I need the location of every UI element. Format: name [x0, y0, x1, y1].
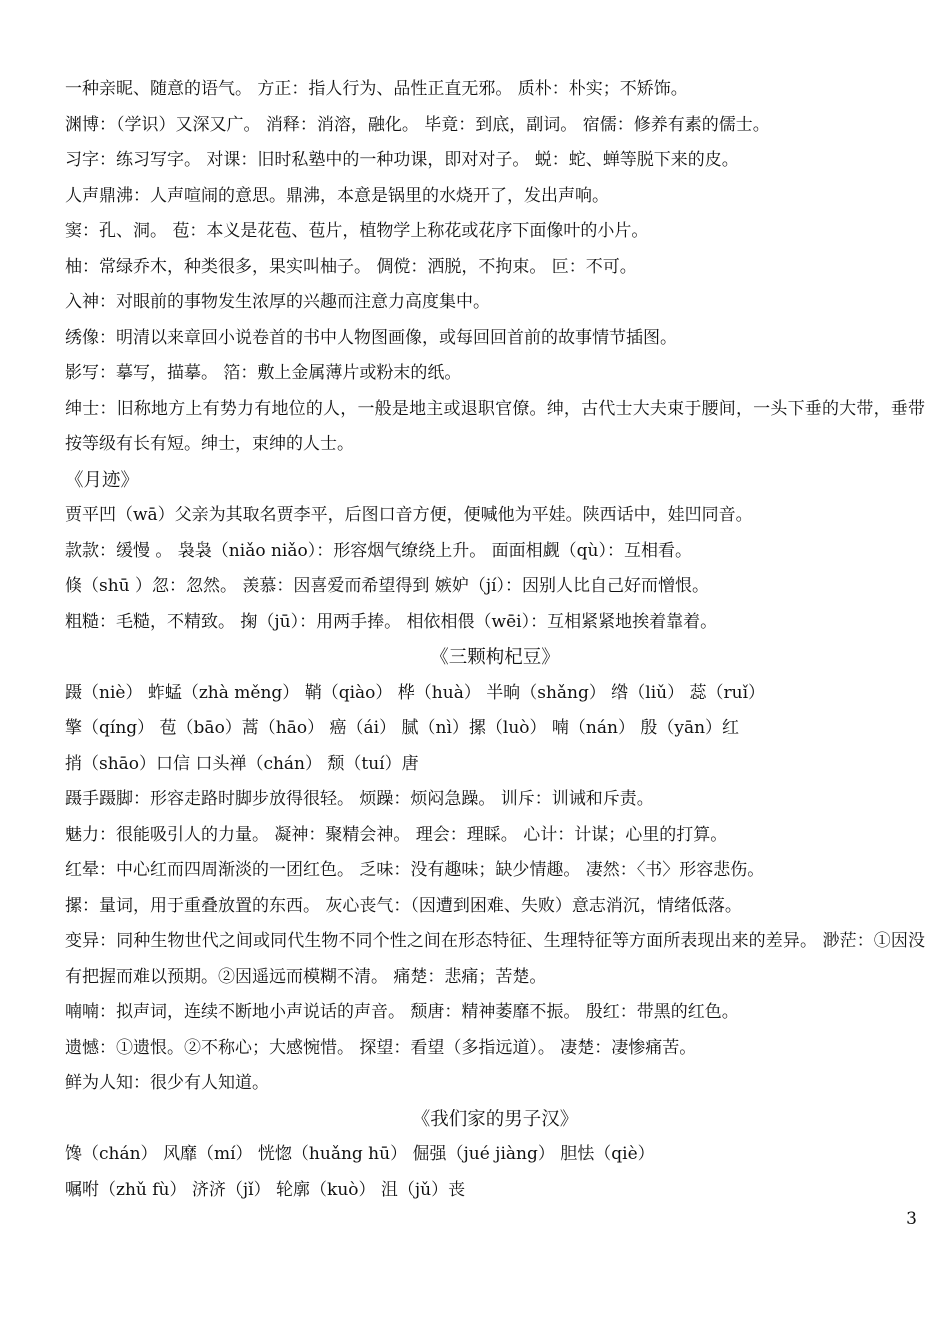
page-number: 3	[906, 1209, 917, 1229]
text-line: 一种亲昵、随意的语气。 方正：指人行为、品性正直无邪。 质朴：朴实；不矫饰。	[65, 79, 688, 99]
text-line: 习字：练习写字。 对课：旧时私塾中的一种功课，即对对子。 蜕：蛇、蝉等脱下来的皮。	[65, 150, 739, 170]
section-heading-gouqi: 《三颗枸杞豆》	[430, 647, 560, 668]
document-page	[65, 72, 925, 1208]
text-line: 擎（qíng） 苞（bāo）蒿（hāo） 癌（ái） 腻（nì）摞（luò） 喃（nán） 殷（yān）红	[65, 718, 740, 738]
text-line: 贾平凹（wā）父亲为其取名贾李平，后图口音方便，便喊他为平娃。陕西话中，娃凹同音。	[65, 505, 753, 525]
text-line: 摞：量词，用于重叠放置的东西。 灰心丧气：（因遭到困难、失败）意志消沉，情绪低落。	[65, 895, 742, 916]
section-heading-nanzihan: 《我们家的男子汉》	[411, 1108, 579, 1130]
text-line: 馋（chán） 风靡（mí） 恍惚（huǎng hū） 倔强（jué jiàng） 胆怯（qiè）	[65, 1144, 655, 1164]
text-line: 窦：孔、洞。 苞：本义是花苞、苞片，植物学上称花或花序下面像叶的小片。	[65, 221, 649, 241]
section-heading-yueji: 《月迹》	[65, 469, 140, 491]
text-line: 人声鼎沸：人声喧闹的意思。鼎沸，本意是锅里的水烧开了，发出声响。	[65, 185, 609, 206]
text-line: 蹑手蹑脚：形容走路时脚步放得很轻。 烦躁：烦闷急躁。 训斥：训诫和斥责。	[65, 789, 654, 809]
text-line: 影写：摹写，描摹。 箔：敷上金属薄片或粉末的纸。	[65, 363, 462, 383]
text-line: 款款：缓慢 。 袅袅（niǎo niǎo）：形容烟气缭绕上升。 面面相觑（qù）：互相看。	[65, 540, 692, 561]
text-line: 倏（shū ）忽：忽然。 羡慕：因喜爱而希望得到 嫉妒（jí）：因别人比自己好而憎恨。	[65, 576, 710, 596]
text-line: 渊博：（学识）又深又广。 消释：消溶，融化。 毕竟：到底，副词。 宿儒：修养有素的儒士。	[65, 114, 770, 135]
text-line: 入神：对眼前的事物发生浓厚的兴趣而注意力高度集中。	[65, 292, 490, 312]
text-paragraph-shenshi: 绅士：旧称地方上有势力有地位的人，一般是地主或退职官僚。绅，古代士大夫束于腰间，一头下垂的大带，垂带按等级有长有短。绅士，束绅的人士。	[65, 398, 925, 454]
text-line: 喃喃：拟声词，连续不断地小声说话的声音。 颓唐：精神萎靡不振。 殷红：带黑的红色。	[65, 1002, 739, 1022]
text-line: 绣像：明清以来章回小说卷首的书中人物图画像，或每回回首前的故事情节插图。	[65, 327, 677, 348]
text-line: 嘱咐（zhǔ fù） 济济（jǐ） 轮廓（kuò） 沮（jǔ）丧	[65, 1179, 466, 1200]
text-line: 粗糙：毛糙，不精致。 掬（jū）：用两手捧。 相依相偎（wēi）：互相紧紧地挨着靠着。	[65, 611, 718, 632]
text-paragraph-bianyi: 变异：同种生物世代之间或同代生物不同个性之间在形态特征、生理特征等方面所表现出来的差异。 渺茫：①因没有把握而难以预期。②因遥远而模糊不清。 痛楚：悲痛；苦楚。	[65, 931, 925, 987]
text-line: 魅力：很能吸引人的力量。 凝神：聚精会神。 理会：理睬。 心计：计谋；心里的打算。	[65, 824, 728, 845]
text-line: 遗憾：①遗恨。②不称心；大感惋惜。 探望：看望（多指远道）。 凄楚：凄惨痛苦。	[65, 1037, 697, 1058]
text-line: 红晕：中心红而四周渐淡的一团红色。 乏味：没有趣味；缺少情趣。 凄然：〈书〉形容悲伤。	[65, 860, 765, 880]
text-line: 蹑（niè） 蚱蜢（zhà měng） 鞘（qiào） 桦（huà） 半晌（shǎng） 绺（liǔ） 蕊（ruǐ）	[65, 682, 766, 703]
text-line: 捎（shāo）口信 口头禅（chán） 颓（tuí）唐	[65, 753, 419, 774]
text-line: 柚：常绿乔木，种类很多，果实叫柚子。 倜傥：洒脱，不拘束。 叵：不可。	[65, 256, 637, 277]
text-line: 鲜为人知：很少有人知道。	[65, 1073, 269, 1093]
